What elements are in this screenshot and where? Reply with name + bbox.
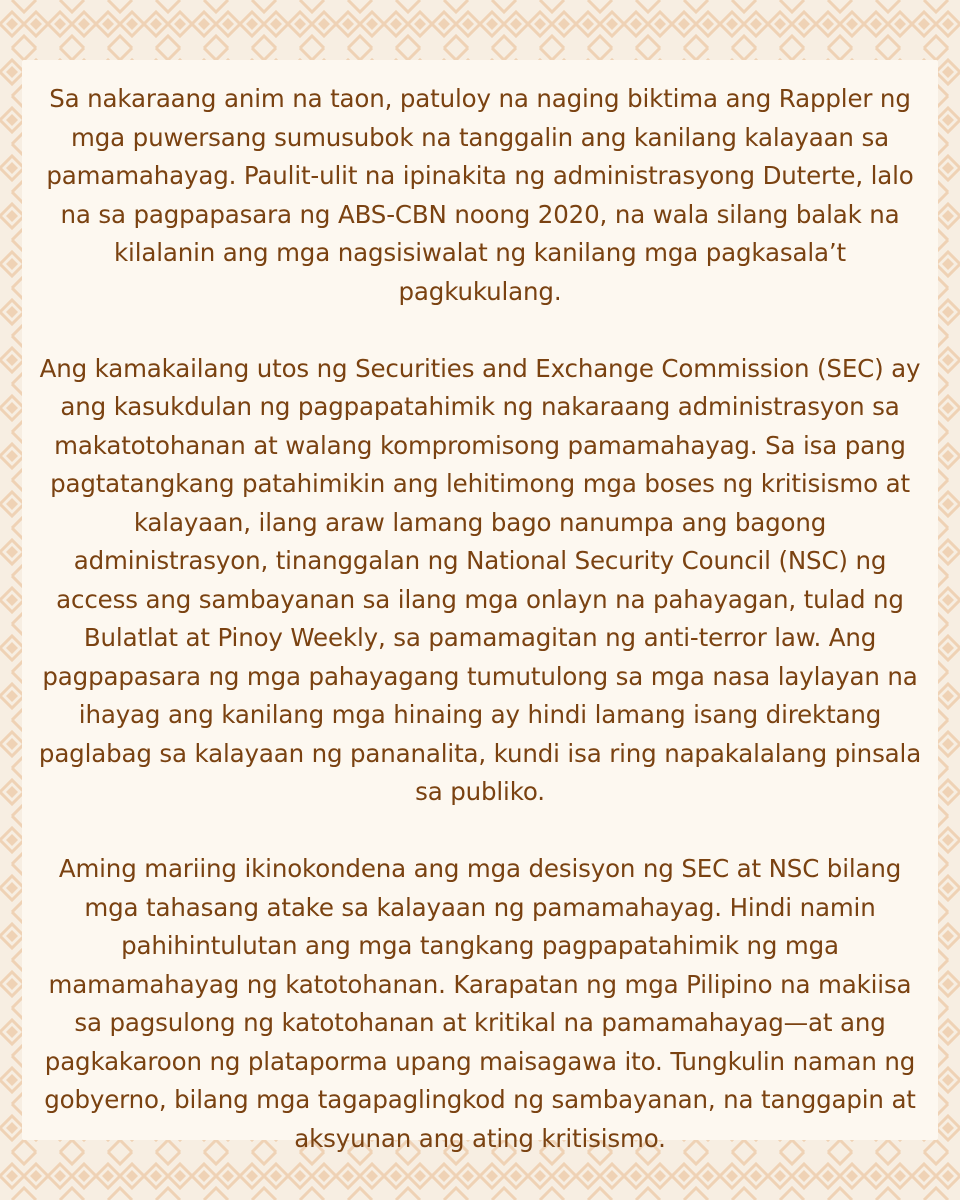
paragraph-condemnation: Aming mariing ikinokondena ang mga desisyon ng SEC at NSC bilang mga tahasang atake sa kalayaan ng pamamahayag. Hindi namin pahihintulutan ang mga tangkang pagpapatahimik ng mga mamamahayag ng katotohanan. Karapatan ng mga Pilipino na makiisa sa pagsulong ng katotohanan at kritikal na pamamahayag—at ang pagkakaroon ng plataporma upang maisagawa ito. Tungkulin naman ng gobyerno, bilang mga tagapaglingkod ng sambayanan, na tanggapin at aksyunan ang ating kritisismo. (44, 854, 916, 1153)
statement-text (34, 80, 926, 1158)
paragraph-sec-nsc: Ang kamakailang utos ng Securities and Exchange Commission (SEC) ay ang kasukdulan ng pagpapatahimik ng nakaraang administrasyon sa makatotohanan at walang kompromisong pamamahayag. Sa isa pang pagtatangkang patahimikin ang lehitimong mga boses ng kritisismo at kalayaan, ilang araw lamang bago nanumpa ang bagong administrasyon, tinanggalan ng National Security Council (NSC) ng access ang sambayanan sa ilang mga onlayn na pahayagan, tulad ng Bulatlat at Pinoy Weekly, sa pamamagitan ng anti-terror law. Ang pagpapasara ng mga pahayagang tumutulong sa mga nasa laylayan na ihayag ang kanilang mga hinaing ay hindi lamang isang direktang paglabag sa kalayaan ng pananalita, kundi isa ring napakalalang pinsala sa publiko. (38, 353, 922, 806)
paragraph-rappler: Sa nakaraang anim na taon, patuloy na naging biktima ang Rappler ng mga puwersang sumusubok na tanggalin ang kanilang kalayaan sa pamamahayag. Paulit-ulit na ipinakita ng administrasyong Duterte, lalo na sa pagpapasara ng ABS-CBN noong 2020, na wala silang balak na kilalanin ang mga nagsisiwalat ng kanilang mga pagkasala’t pagkukulang. (46, 84, 914, 306)
